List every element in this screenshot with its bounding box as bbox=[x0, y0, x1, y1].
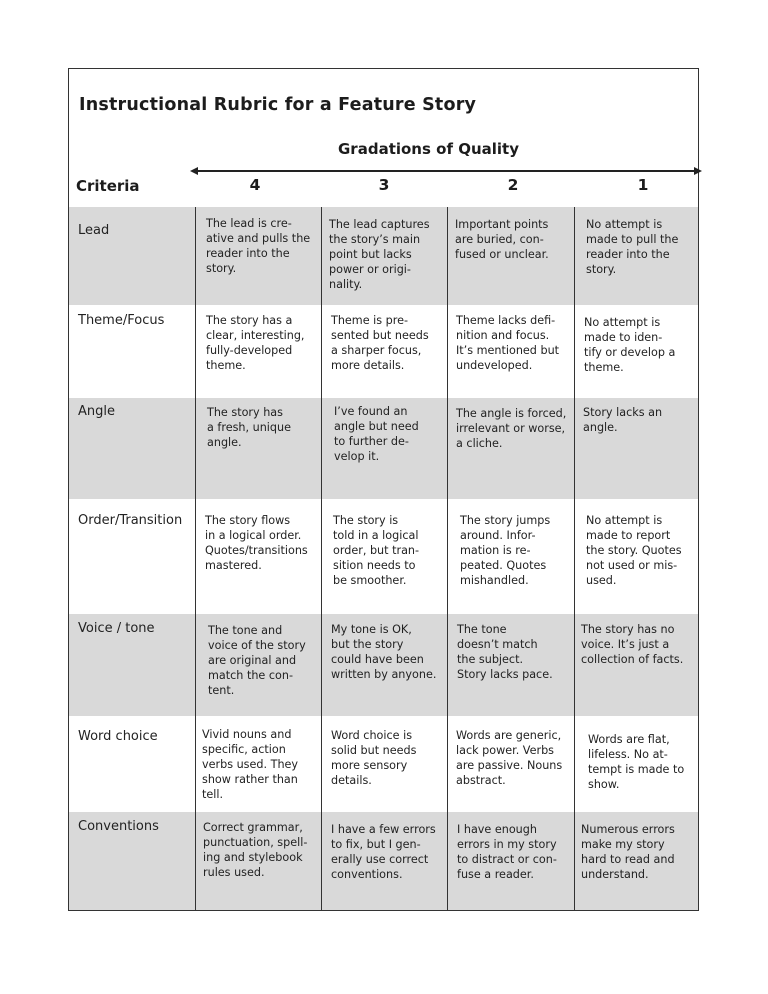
rubric-cell: The tone and voice of the story are original and match the con- tent. bbox=[208, 624, 306, 697]
column-divider bbox=[574, 207, 575, 911]
rubric-cell: Important points are buried, con- fused or unclear. bbox=[455, 218, 549, 261]
rubric-cell: I’ve found an angle but need to further de- velop it. bbox=[334, 405, 419, 463]
rubric-cell: The story is told in a logical order, but tran- sition needs to be smoother. bbox=[333, 514, 420, 587]
rubric-cell: My tone is OK, but the story could have been written by anyone. bbox=[331, 623, 437, 681]
rubric-row-order-transition bbox=[69, 499, 698, 614]
rubric-cell: Theme lacks defi- nition and focus. It’s mentioned but undeveloped. bbox=[456, 314, 560, 372]
rubric-cell: The tone doesn’t match the subject. Story lacks pace. bbox=[457, 623, 553, 681]
rubric-cell: Numerous errors make my story hard to read and understand. bbox=[581, 823, 675, 881]
rubric-cell: The story has a clear, interesting, fully-developed theme. bbox=[206, 314, 305, 372]
column-divider bbox=[321, 207, 322, 911]
score-header-2: 2 bbox=[507, 176, 519, 194]
rubric-cell: Theme is pre- sented but needs a sharper focus, more details. bbox=[331, 314, 429, 372]
rubric-cell: No attempt is made to pull the reader into the story. bbox=[586, 218, 679, 276]
rubric-cell: I have a few errors to fix, but I gen- erally use correct conventions. bbox=[331, 823, 436, 881]
rubric-cell: Words are flat, lifeless. No at- tempt is made to show. bbox=[588, 733, 685, 791]
rubric-cell: Words are generic, lack power. Verbs are passive. Nouns abstract. bbox=[456, 729, 563, 787]
criteria-header: Criteria bbox=[76, 177, 140, 195]
criterion-label: Voice / tone bbox=[78, 621, 155, 636]
rubric-cell: No attempt is made to report the story. Quotes not used or mis- used. bbox=[586, 514, 682, 587]
page-title: Instructional Rubric for a Feature Story bbox=[79, 95, 477, 115]
score-header-1: 1 bbox=[637, 176, 649, 194]
criterion-label: Order/Transition bbox=[78, 513, 183, 528]
rubric-row-word-choice bbox=[69, 716, 698, 812]
rubric-cell: The angle is forced, irrelevant or worse, a cliche. bbox=[456, 407, 567, 450]
column-divider bbox=[447, 207, 448, 911]
column-divider bbox=[195, 207, 196, 911]
criterion-label: Theme/Focus bbox=[78, 313, 165, 328]
score-header-3: 3 bbox=[378, 176, 390, 194]
rubric-row-voice-tone bbox=[69, 614, 698, 716]
rubric-row-lead bbox=[69, 207, 698, 305]
rubric-row-conventions bbox=[69, 812, 698, 910]
criterion-label: Angle bbox=[78, 404, 115, 419]
gradations-heading: Gradations of Quality bbox=[338, 140, 519, 158]
rubric-cell: The story has no voice. It’s just a collection of facts. bbox=[581, 623, 684, 666]
rubric-row-angle bbox=[69, 398, 698, 499]
criterion-label: Conventions bbox=[78, 819, 159, 834]
rubric-cell: I have enough errors in my story to distract or con- fuse a reader. bbox=[457, 823, 557, 881]
rubric-cell: Word choice is solid but needs more sensory details. bbox=[331, 729, 417, 787]
rubric-cell: The story jumps around. Infor- mation is re- peated. Quotes mishandled. bbox=[460, 514, 551, 587]
rubric-cell: No attempt is made to iden- tify or develop a theme. bbox=[584, 316, 676, 374]
rubric-cell: The lead is cre- ative and pulls the reader into the story. bbox=[206, 217, 311, 275]
rubric-cell: The story has a fresh, unique angle. bbox=[207, 406, 291, 449]
rubric-cell: The story flows in a logical order. Quotes/transitions mastered. bbox=[205, 514, 308, 572]
criterion-label: Word choice bbox=[78, 729, 158, 744]
criterion-label: Lead bbox=[78, 223, 110, 238]
score-header-4: 4 bbox=[249, 176, 261, 194]
rubric-cell: Story lacks an angle. bbox=[583, 406, 663, 434]
rubric-cell: Vivid nouns and specific, action verbs used. They show rather than tell. bbox=[202, 728, 299, 801]
rubric-cell: Correct grammar, punctuation, spell- ing and stylebook rules used. bbox=[203, 821, 308, 879]
rubric-cell: The lead captures the story’s main point but lacks power or origi- nality. bbox=[329, 218, 430, 291]
rubric-row-theme-focus bbox=[69, 305, 698, 398]
